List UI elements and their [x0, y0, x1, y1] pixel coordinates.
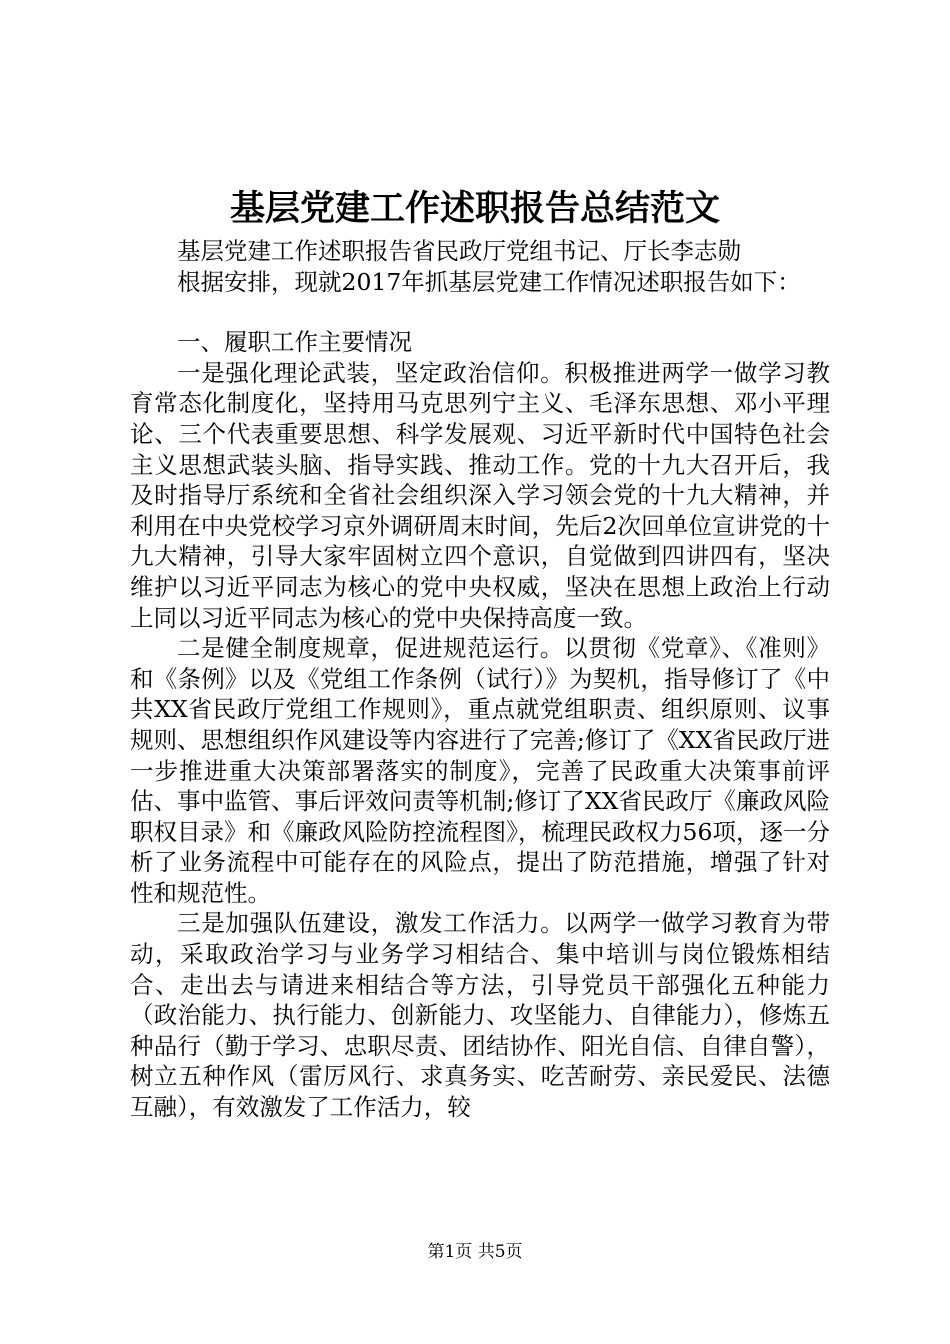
page-number-footer: 第1页 共5页: [427, 1242, 523, 1262]
paragraph-intro: 根据安排，现就2017年抓基层党建工作情况述职报告如下：: [177, 267, 801, 296]
section-heading: 一、履职工作主要情况: [177, 328, 412, 357]
document-body: [130, 236, 830, 1123]
paragraph-item-3: 三是加强队伍建设，激发工作活力。以两学一做学习教育为带动，采取政治学习与业务学习相结合、集中培训与岗位锻炼相结合、走出去与请进来相结合等方法，引导党员干部强化五种能力（政治能力、执行能力、创新能力、攻坚能力、自律能力），修炼五种品行（勤于学习、忠职尽责、团结协作、阳光自信、自律自警），树立五种作风（雷厉风行、求真务实、吃苦耐劳、亲民爱民、法德互融），有效激发了工作活力，较: [130, 909, 830, 1122]
paragraph-subtitle: 基层党建工作述职报告省民政厅党组书记、厅长李志勋: [177, 237, 741, 265]
paragraph-item-1: 一是强化理论武装，坚定政治信仰。积极推进两学一做学习教育常态化制度化，坚持用马克思列宁主义、毛泽东思想、邓小平理论、三个代表重要思想、科学发展观、习近平新时代中国特色社会主义思想武装头脑、指导实践、推动工作。党的十九大召开后，我及时指导厅系统和全省社会组织深入学习领会党的十九大精神，并利用在中央党校学习京外调研周末时间，先后2次回单位宣讲党的十九大精神，引导大家牢固树立四个意识，自觉做到四讲四有，坚决维护以习近平同志为核心的党中央权威，坚决在思想上政治上行动上同以习近平同志为核心的党中央保持高度一致。: [130, 358, 830, 632]
document-title: 基层党建工作述职报告总结范文: [229, 188, 720, 229]
paragraph-item-2: 二是健全制度规章，促进规范运行。以贯彻《党章》、《准则》和《条例》以及《党组工作条例（试行）》为契机，指导修订了《中共XX省民政厅党组工作规则》，重点就党组职责、组织原则、议事规则、思想组织作风建设等内容进行了完善;修订了《XX省民政厅进一步推进重大决策部署落实的制度》，完善了民政重大决策事前评估、事中监管、事后评效问责等机制;修订了XX省民政厅《廉政风险职权目录》和《廉政风险防控流程图》，梳理民政权力56项，逐一分析了业务流程中可能存在的风险点，提出了防范措施，增强了针对性和规范性。: [130, 634, 830, 907]
